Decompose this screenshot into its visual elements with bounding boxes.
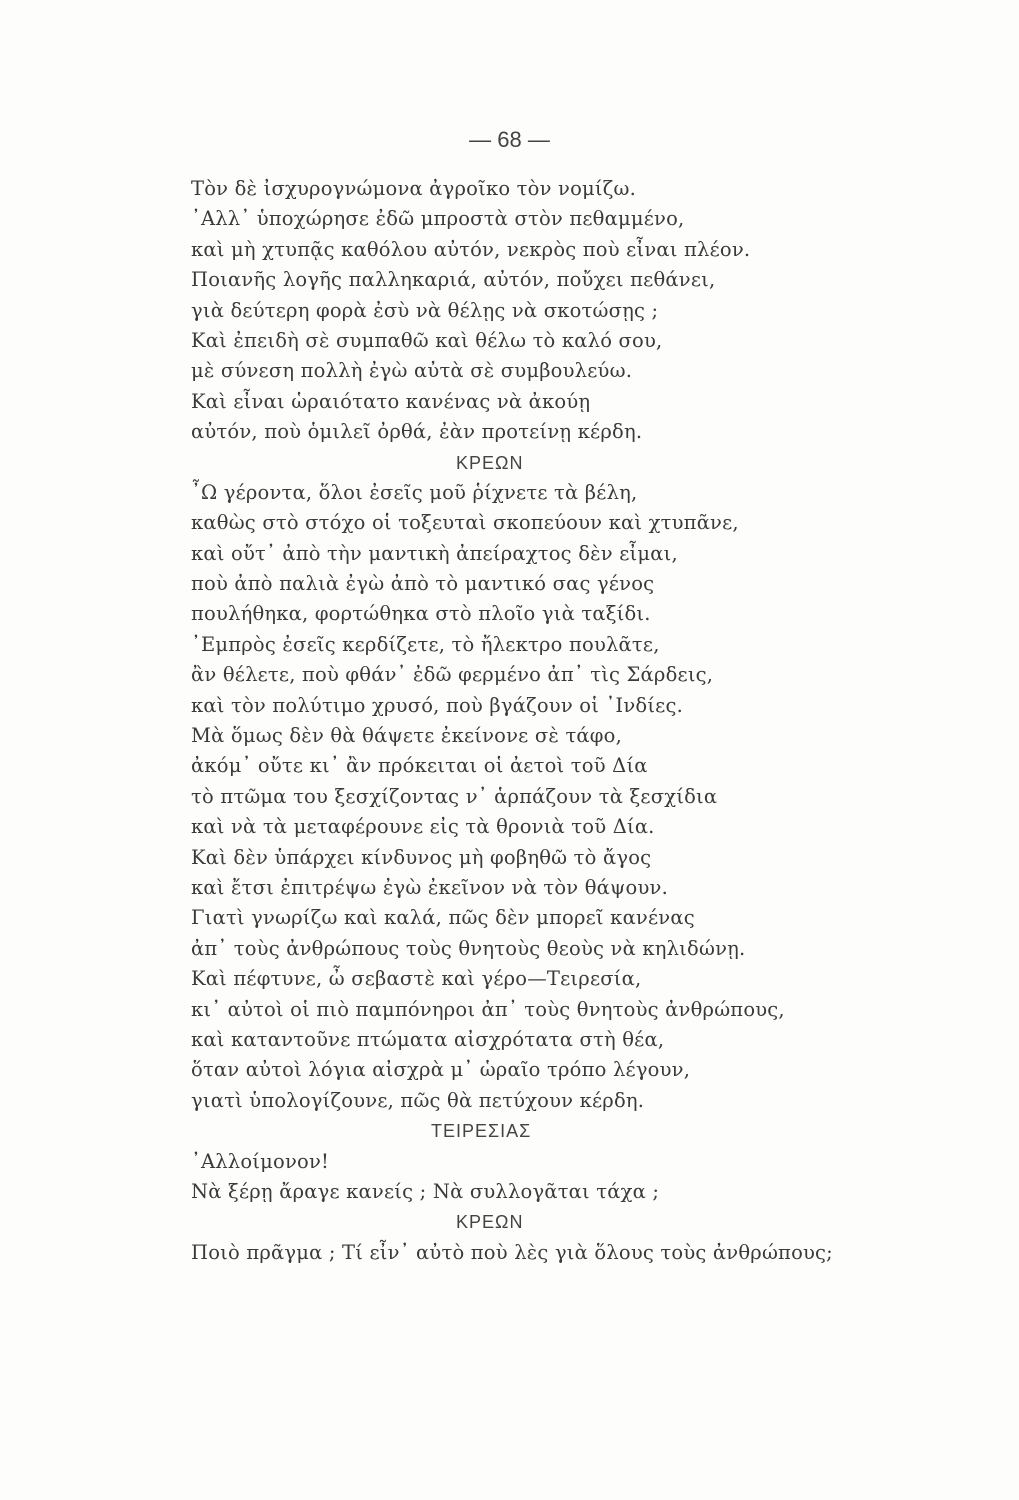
verse-line: Ποιὸ πρᾶγμα ; Τί εἶν᾿ αὐτὸ ποὺ λὲς γιὰ ὅλους τοὺς ἀνθρώπους; [191,1240,833,1264]
verse-line: ᾿Αλλοίμονον! [191,1149,330,1173]
verse-line: καὶ οὔτ᾿ ἀπὸ τὴν μαντικὴ ἀπείραχτος δὲν εἶμαι, [191,541,678,565]
verse-line: Νὰ ξέρῃ ἄραγε κανείς ; Νὰ συλλογᾶται τάχα ; [191,1179,660,1203]
verse-line: γιὰ δεύτερη φορὰ ἐσὺ νὰ θέλῃς νὰ σκοτώσῃς ; [191,298,659,322]
verse-line: Καὶ εἶναι ὡραιότατο κανένας νὰ ἀκούῃ [191,389,591,413]
verse-line: μὲ σύνεση πολλὴ ἐγὼ αὐτὰ σὲ συμβουλεύω. [191,359,633,383]
verse-line: καὶ καταντοῦνε πτώματα αἰσχρότατα στὴ θέα, [191,1027,665,1051]
verse-line: Γιατὶ γνωρίζω καὶ καλά, πῶς δὲν μπορεῖ κανένας [191,906,695,930]
verse-line: ἀκόμ᾿ οὔτε κι᾿ ἂν πρόκειται οἱ ἀετοὶ τοῦ Δία [191,754,648,778]
verse-line: καὶ ἔτσι ἐπιτρέψω ἐγὼ ἐκεῖνον νὰ τὸν θάψουν. [191,875,668,899]
verse-line: καὶ μὴ χτυπᾷς καθόλου αὐτόν, νεκρὸς ποὺ εἶναι πλέον. [191,237,751,261]
verse-line: ὅταν αὐτοὶ λόγια αἰσχρὰ μ᾿ ὡραῖο τρόπο λέγουν, [191,1058,691,1082]
verse-line: ἂν θέλετε, ποὺ φθάν᾿ ἐδῶ φερμένο ἀπ᾿ τὶς Σάρδεις, [191,663,714,687]
verse-line: καὶ νὰ τὰ μεταφέρουνε εἰς τὰ θρονιὰ τοῦ Δία. [191,815,655,839]
verse-line: ῏Ω γέροντα, ὅλοι ἐσεῖς μοῦ ῥίχνετε τὰ βέλη, [191,480,638,504]
speaker-name-kreon: ΚΡΕΩΝ [456,1212,524,1233]
verse-line: Καὶ ἐπειδὴ σὲ συμπαθῶ καὶ θέλω τὸ καλό σου, [191,328,663,352]
verse-line: ᾿Εμπρὸς ἐσεῖς κερδίζετε, τὸ ἤλεκτρο πουλᾶτε, [191,632,660,656]
verse-text [191,174,911,1268]
verse-line: Καὶ πέφτυνε, ὦ σεβαστὲ καὶ γέρο—Τειρεσία, [191,967,642,991]
verse-line: τὸ πτῶμα του ξεσχίζοντας ν᾿ ἁρπάζουν τὰ ξεσχίδια [191,784,718,808]
verse-line: ἀπ᾿ τοὺς ἀνθρώπους τοὺς θνητοὺς θεοὺς νὰ κηλιδώνῃ. [191,936,746,960]
verse-line: Καὶ δὲν ὑπάρχει κίνδυνος μὴ φοβηθῶ τὸ ἄγος [191,845,652,869]
speaker-name-teiresias: ΤΕΙΡΕΣΙΑΣ [431,1121,532,1142]
verse-line: Μὰ ὅμως δὲν θὰ θάψετε ἐκείνονε σὲ τάφο, [191,724,622,748]
verse-line: καὶ τὸν πολύτιμο χρυσό, ποὺ βγάζουν οἱ ᾿Ινδίες. [191,693,683,717]
verse-line: ποὺ ἀπὸ παλιὰ ἐγὼ ἀπὸ τὸ μαντικό σας γένος [191,572,655,596]
verse-line: πουλήθηκα, φορτώθηκα στὸ πλοῖο γιὰ ταξίδι. [191,602,651,626]
verse-line: ᾿Αλλ᾿ ὑποχώρησε ἐδῶ μπροστὰ στὸν πεθαμμένο, [191,207,685,231]
verse-line: αὐτόν, ποὺ ὁμιλεῖ ὀρθά, ἐὰν προτείνῃ κέρδη. [191,420,643,444]
verse-line: Τὸν δὲ ἰσχυρογνώμονα ἀγροῖκο τὸν νομίζω. [191,177,637,200]
verse-line: γιατὶ ὑπολογίζουνε, πῶς θὰ πετύχουν κέρδη. [191,1088,645,1112]
verse-line: Ποιανῆς λογῆς παλληκαριά, αὐτόν, ποὔχει πεθάνει, [191,268,716,292]
page-number: — 68 — [469,127,550,152]
verse-line: καθὼς στὸ στόχο οἱ τοξευταὶ σκοπεύουν καὶ χτυπᾶνε, [191,511,739,535]
verse-line: κι᾿ αὐτοὶ οἱ πιὸ παμπόνηροι ἀπ᾿ τοὺς θνητοὺς ἀνθρώπους, [191,997,785,1021]
speaker-name-kreon: ΚΡΕΩΝ [456,452,524,473]
